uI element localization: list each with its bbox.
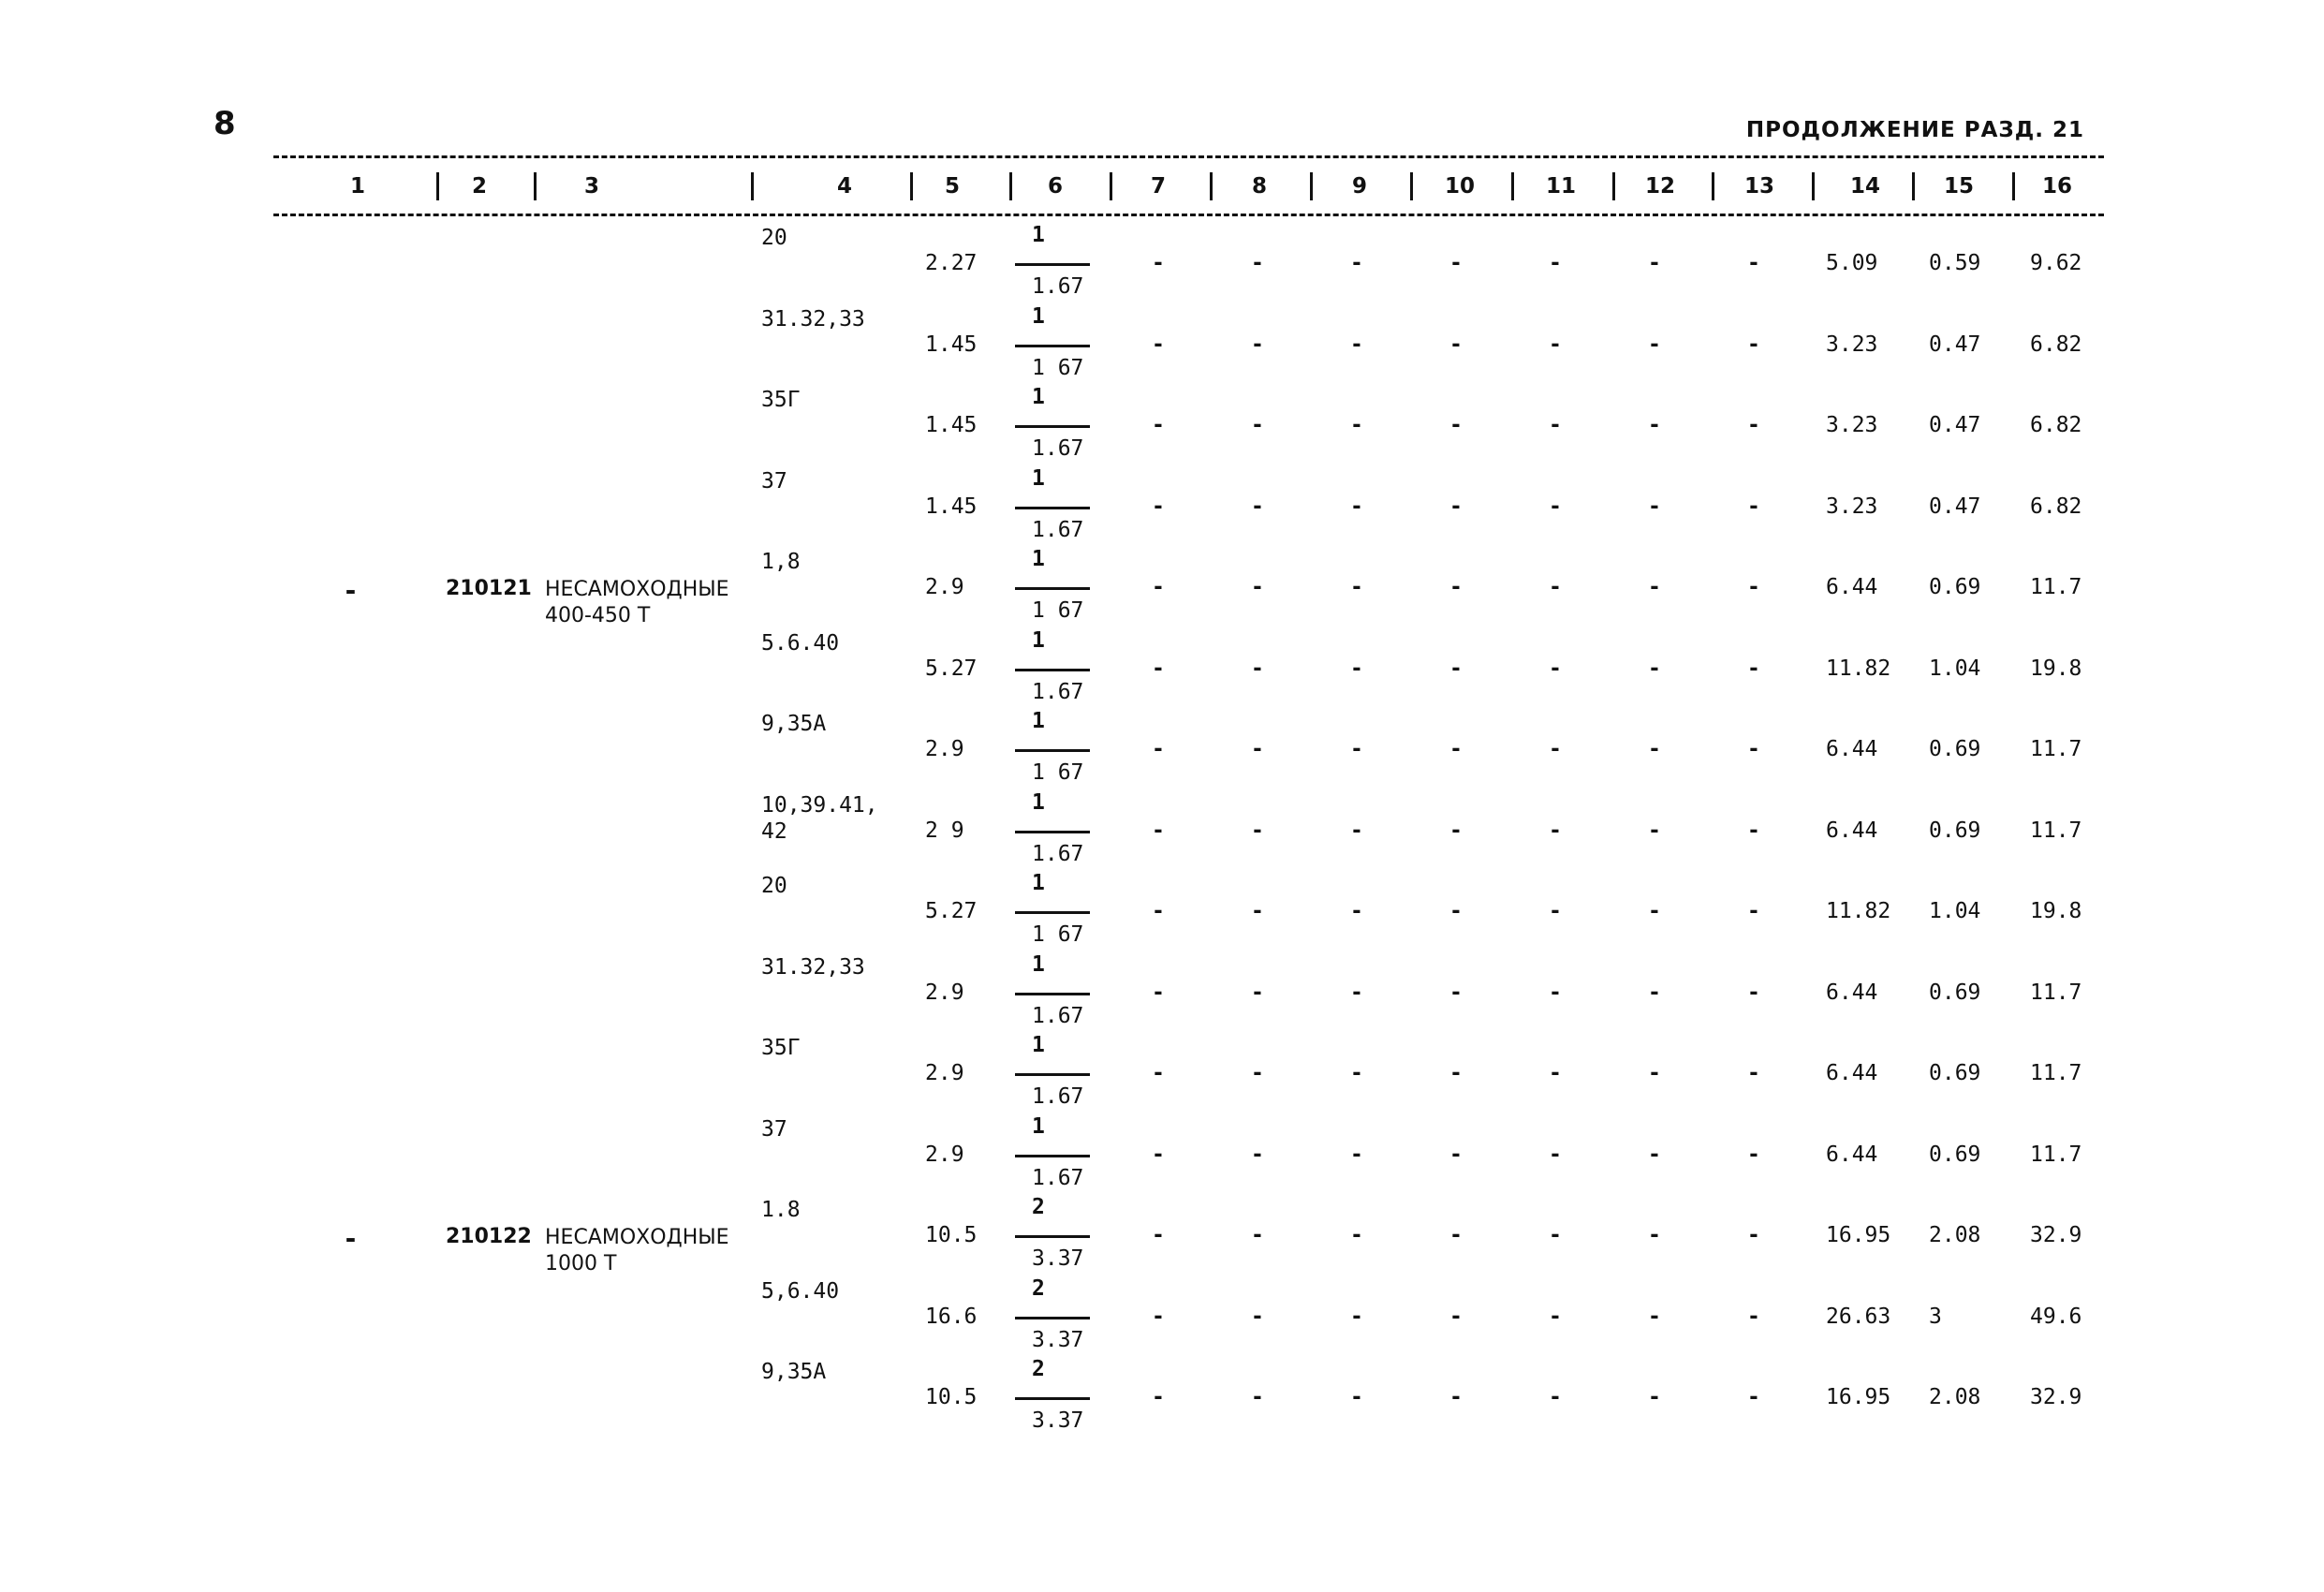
fraction-bar: [1015, 1317, 1090, 1319]
col-header-14: 14: [1849, 174, 1880, 199]
empty-value-dash: -: [1747, 899, 1760, 923]
empty-value-dash: -: [1152, 332, 1165, 357]
row-value-15: 1.04: [1929, 656, 1981, 681]
table-row: [0, 952, 2324, 1033]
empty-value-dash: -: [1350, 575, 1363, 599]
row-position: 37: [761, 468, 787, 494]
empty-value-dash: -: [1648, 656, 1661, 681]
empty-value-dash: -: [1549, 413, 1562, 437]
fraction-numerator: 1: [1032, 871, 1045, 895]
fraction-numerator: 1: [1032, 465, 1045, 491]
fraction-cell: [1015, 1357, 1090, 1437]
row-value-15: 2.08: [1929, 1223, 1981, 1247]
row-value-5: 2.9: [925, 1061, 964, 1085]
fraction-denominator: 1.67: [1032, 841, 1084, 866]
empty-value-dash: -: [1549, 251, 1562, 275]
empty-value-dash: -: [1648, 1061, 1661, 1085]
fraction-numerator: 1: [1032, 1113, 1045, 1139]
table-row: [0, 466, 2324, 547]
fraction-bar: [1015, 749, 1090, 752]
fraction-bar: [1015, 1235, 1090, 1238]
empty-value-dash: -: [1152, 1061, 1165, 1085]
empty-value-dash: -: [1152, 737, 1165, 761]
empty-value-dash: -: [1350, 1223, 1363, 1247]
empty-value-dash: -: [1549, 575, 1562, 599]
empty-value-dash: -: [1251, 1223, 1264, 1247]
col-header-12: 12: [1644, 174, 1675, 199]
empty-value-dash: -: [1747, 575, 1760, 599]
fraction-numerator: 1: [1032, 1033, 1045, 1057]
row-value-16: 11.7: [2030, 575, 2082, 599]
table-row: [0, 709, 2324, 789]
empty-value-dash: -: [1251, 1061, 1264, 1085]
table-row: [0, 1357, 2324, 1437]
fraction-denominator: 3.37: [1032, 1408, 1084, 1433]
row-value-5: 10.5: [925, 1223, 978, 1247]
empty-value-dash: -: [1449, 494, 1463, 519]
empty-value-dash: -: [1648, 899, 1661, 923]
col-header-1: 1: [349, 174, 365, 199]
col-separator: [910, 172, 913, 200]
empty-value-dash: -: [1251, 737, 1264, 761]
empty-value-dash: -: [1152, 1385, 1165, 1409]
fraction-bar: [1015, 587, 1090, 590]
col-header-6: 6: [1047, 174, 1063, 199]
row-value-16: 49.6: [2030, 1304, 2082, 1329]
page-mark: 8: [213, 105, 236, 142]
row-code: 210121: [446, 577, 532, 600]
fraction-cell: [1015, 790, 1090, 871]
fraction-cell: [1015, 223, 1090, 303]
empty-value-dash: -: [1648, 575, 1661, 599]
fraction-denominator: 1.67: [1032, 517, 1084, 542]
row-position: 10,39.41, 42: [761, 792, 878, 844]
empty-value-dash: -: [1251, 1385, 1264, 1409]
fraction-numerator: 1: [1032, 303, 1045, 329]
col-header-11: 11: [1545, 174, 1576, 199]
col-separator: [1410, 172, 1413, 200]
row-value-14: 6.44: [1826, 818, 1878, 843]
row-value-14: 3.23: [1826, 494, 1878, 519]
fraction-bar: [1015, 669, 1090, 671]
row-value-15: 0.69: [1929, 818, 1981, 843]
col-separator: [534, 172, 537, 200]
fraction-numerator: 1: [1032, 223, 1045, 247]
empty-value-dash: -: [1648, 413, 1661, 437]
row-value-14: 11.82: [1826, 656, 1891, 681]
empty-value-dash: -: [1648, 818, 1661, 843]
col-separator: [1812, 172, 1815, 200]
col-header-3: 3: [583, 174, 599, 199]
row-value-16: 11.7: [2030, 1061, 2082, 1085]
table-row: [0, 1033, 2324, 1113]
empty-value-dash: -: [1549, 1142, 1562, 1167]
row-value-14: 6.44: [1826, 737, 1878, 761]
empty-value-dash: -: [1251, 1304, 1264, 1329]
table-row: [0, 1276, 2324, 1357]
empty-value-dash: -: [1350, 494, 1363, 519]
empty-value-dash: -: [1747, 1304, 1760, 1329]
row-value-15: 0.69: [1929, 737, 1981, 761]
table-row: [0, 628, 2324, 709]
row-value-5: 5.27: [925, 899, 978, 923]
empty-value-dash: -: [1251, 818, 1264, 843]
empty-value-dash: -: [1350, 1061, 1363, 1085]
empty-value-dash: -: [1152, 1223, 1165, 1247]
empty-value-dash: -: [1449, 332, 1463, 357]
fraction-bar: [1015, 425, 1090, 428]
empty-value-dash: -: [1549, 818, 1562, 843]
fraction-numerator: 1: [1032, 709, 1045, 733]
empty-value-dash: -: [1152, 1142, 1165, 1167]
empty-value-dash: -: [1449, 413, 1463, 437]
fraction-denominator: 1 67: [1032, 598, 1084, 623]
row-value-15: 0.47: [1929, 494, 1981, 519]
empty-value-dash: -: [1648, 1304, 1661, 1329]
row-value-14: 16.95: [1826, 1223, 1891, 1247]
row-value-15: 0.47: [1929, 413, 1981, 437]
empty-value-dash: -: [1251, 980, 1264, 1005]
header-rule: [273, 214, 2104, 216]
empty-value-dash: -: [1449, 1304, 1463, 1329]
fraction-numerator: 1: [1032, 627, 1045, 653]
row-position: 20: [761, 874, 787, 898]
fraction-denominator: 1.67: [1032, 436, 1084, 461]
row-value-16: 32.9: [2030, 1223, 2082, 1247]
table-row: [0, 547, 2324, 627]
empty-value-dash: -: [1251, 413, 1264, 437]
row-value-15: 0.69: [1929, 575, 1981, 599]
empty-value-dash: -: [1549, 332, 1562, 357]
row-position: 35Г: [761, 388, 801, 412]
empty-value-dash: -: [1648, 737, 1661, 761]
empty-value-dash: -: [1449, 980, 1463, 1005]
empty-value-dash: -: [1152, 980, 1165, 1005]
row-value-15: 0.69: [1929, 980, 1981, 1005]
row-code: 210122: [446, 1225, 532, 1248]
empty-value-dash: -: [1152, 656, 1165, 681]
row-value-14: 26.63: [1826, 1304, 1891, 1329]
empty-value-dash: -: [1449, 1061, 1463, 1085]
fraction-cell: [1015, 1195, 1090, 1275]
empty-value-dash: -: [1747, 413, 1760, 437]
empty-value-dash: -: [1152, 251, 1165, 275]
fraction-numerator: 2: [1032, 1357, 1045, 1381]
fraction-cell: [1015, 1033, 1090, 1113]
fraction-cell: [1015, 304, 1090, 385]
row-value-15: 0.69: [1929, 1061, 1981, 1085]
row-value-14: 5.09: [1826, 251, 1878, 275]
row-position: 5,6.40: [761, 1278, 840, 1304]
empty-value-dash: -: [1648, 1223, 1661, 1247]
empty-value-dash: -: [1350, 1385, 1363, 1409]
row-value-15: 2.08: [1929, 1385, 1981, 1409]
fraction-numerator: 1: [1032, 789, 1045, 815]
fraction-numerator: 1: [1032, 951, 1045, 977]
empty-value-dash: -: [1747, 1142, 1760, 1167]
row-position: 37: [761, 1116, 787, 1142]
col-separator: [1110, 172, 1112, 200]
col-header-15: 15: [1943, 174, 1974, 199]
fraction-bar: [1015, 1155, 1090, 1157]
fraction-cell: [1015, 466, 1090, 547]
row-value-14: 3.23: [1826, 332, 1878, 357]
fraction-bar: [1015, 993, 1090, 995]
row-marker: -: [343, 575, 359, 606]
fraction-cell: [1015, 709, 1090, 789]
empty-value-dash: -: [1350, 332, 1363, 357]
empty-value-dash: -: [1648, 251, 1661, 275]
empty-value-dash: -: [1251, 899, 1264, 923]
fraction-bar: [1015, 507, 1090, 509]
fraction-denominator: 1 67: [1032, 760, 1084, 785]
fraction-denominator: 1.67: [1032, 1003, 1084, 1028]
empty-value-dash: -: [1350, 737, 1363, 761]
empty-value-dash: -: [1350, 656, 1363, 681]
row-value-16: 32.9: [2030, 1385, 2082, 1409]
row-value-5: 5.27: [925, 656, 978, 681]
table-row: [0, 385, 2324, 465]
column-header-row: [273, 163, 2104, 210]
empty-value-dash: -: [1350, 980, 1363, 1005]
fraction-numerator: 2: [1032, 1195, 1045, 1219]
col-header-9: 9: [1351, 174, 1367, 199]
row-value-5: 1.45: [925, 494, 978, 519]
empty-value-dash: -: [1251, 1142, 1264, 1167]
empty-value-dash: -: [1747, 656, 1760, 681]
row-value-5: 1.45: [925, 413, 978, 437]
row-value-5: 1.45: [925, 332, 978, 357]
row-value-16: 11.7: [2030, 1142, 2082, 1167]
row-position: 31.32,33: [761, 954, 865, 980]
row-marker: -: [343, 1223, 359, 1254]
row-value-16: 11.7: [2030, 818, 2082, 843]
empty-value-dash: -: [1747, 980, 1760, 1005]
row-value-14: 11.82: [1826, 899, 1891, 923]
row-position: 9,35А: [761, 1360, 827, 1384]
col-header-4: 4: [836, 174, 852, 199]
empty-value-dash: -: [1549, 656, 1562, 681]
row-description: НЕСАМОХОДНЫЕ 1000 Т: [545, 1226, 729, 1275]
empty-value-dash: -: [1747, 332, 1760, 357]
empty-value-dash: -: [1449, 899, 1463, 923]
fraction-bar: [1015, 1397, 1090, 1400]
empty-value-dash: -: [1152, 575, 1165, 599]
table-row: [0, 223, 2324, 303]
fraction-numerator: 2: [1032, 1275, 1045, 1301]
top-rule: [273, 155, 2104, 158]
col-header-8: 8: [1251, 174, 1267, 199]
empty-value-dash: -: [1648, 494, 1661, 519]
row-position: 20: [761, 226, 787, 250]
empty-value-dash: -: [1251, 332, 1264, 357]
empty-value-dash: -: [1747, 737, 1760, 761]
row-value-5: 10.5: [925, 1385, 978, 1409]
col-separator: [1912, 172, 1915, 200]
empty-value-dash: -: [1747, 818, 1760, 843]
empty-value-dash: -: [1449, 575, 1463, 599]
table-row: [0, 1114, 2324, 1195]
col-header-7: 7: [1150, 174, 1166, 199]
row-value-16: 11.7: [2030, 980, 2082, 1005]
fraction-cell: [1015, 952, 1090, 1033]
row-value-16: 6.82: [2030, 332, 2082, 357]
col-separator: [1712, 172, 1714, 200]
empty-value-dash: -: [1747, 1385, 1760, 1409]
row-value-14: 6.44: [1826, 1142, 1878, 1167]
table-row: [0, 790, 2324, 871]
empty-value-dash: -: [1747, 251, 1760, 275]
col-separator: [1210, 172, 1213, 200]
row-value-5: 2.9: [925, 1142, 964, 1167]
row-value-14: 6.44: [1826, 575, 1878, 599]
fraction-bar: [1015, 911, 1090, 914]
empty-value-dash: -: [1747, 1223, 1760, 1247]
fraction-denominator: 3.37: [1032, 1327, 1084, 1352]
row-value-14: 3.23: [1826, 413, 1878, 437]
row-value-16: 9.62: [2030, 251, 2082, 275]
fraction-denominator: 1.67: [1032, 1084, 1084, 1109]
empty-value-dash: -: [1549, 899, 1562, 923]
row-description: НЕСАМОХОДНЫЕ 400-450 Т: [545, 578, 729, 627]
row-value-16: 11.7: [2030, 737, 2082, 761]
col-separator: [436, 172, 439, 200]
empty-value-dash: -: [1549, 494, 1562, 519]
row-value-16: 6.82: [2030, 413, 2082, 437]
empty-value-dash: -: [1449, 656, 1463, 681]
col-separator: [2012, 172, 2015, 200]
row-value-14: 6.44: [1826, 1061, 1878, 1085]
empty-value-dash: -: [1350, 1142, 1363, 1167]
row-value-5: 2.9: [925, 737, 964, 761]
fraction-denominator: 1.67: [1032, 679, 1084, 704]
empty-value-dash: -: [1350, 818, 1363, 843]
empty-value-dash: -: [1251, 251, 1264, 275]
empty-value-dash: -: [1449, 1385, 1463, 1409]
empty-value-dash: -: [1251, 656, 1264, 681]
row-value-16: 6.82: [2030, 494, 2082, 519]
fraction-cell: [1015, 1276, 1090, 1357]
row-value-16: 19.8: [2030, 656, 2082, 681]
row-value-15: 1.04: [1929, 899, 1981, 923]
row-value-15: 0.47: [1929, 332, 1981, 357]
empty-value-dash: -: [1350, 899, 1363, 923]
row-value-5: 2.9: [925, 575, 964, 599]
empty-value-dash: -: [1449, 1223, 1463, 1247]
row-value-5: 16.6: [925, 1304, 978, 1329]
fraction-bar: [1015, 831, 1090, 833]
fraction-bar: [1015, 1073, 1090, 1076]
col-header-13: 13: [1743, 174, 1774, 199]
empty-value-dash: -: [1648, 332, 1661, 357]
row-position: 35Г: [761, 1036, 801, 1060]
row-position: 31.32,33: [761, 306, 865, 332]
fraction-numerator: 1: [1032, 547, 1045, 571]
row-value-5: 2 9: [925, 818, 964, 843]
row-value-5: 2.9: [925, 980, 964, 1005]
table-row: [0, 1195, 2324, 1275]
continuation-heading: ПРОДОЛЖЕНИЕ РАЗД. 21: [1745, 118, 2084, 142]
col-header-2: 2: [471, 174, 487, 199]
empty-value-dash: -: [1449, 737, 1463, 761]
row-position: 1,8: [761, 550, 801, 574]
row-value-14: 6.44: [1826, 980, 1878, 1005]
row-value-5: 2.27: [925, 251, 978, 275]
empty-value-dash: -: [1747, 1061, 1760, 1085]
col-separator: [1009, 172, 1012, 200]
empty-value-dash: -: [1549, 1061, 1562, 1085]
empty-value-dash: -: [1648, 1142, 1661, 1167]
empty-value-dash: -: [1449, 818, 1463, 843]
row-value-15: 0.69: [1929, 1142, 1981, 1167]
col-separator: [751, 172, 754, 200]
fraction-cell: [1015, 385, 1090, 465]
empty-value-dash: -: [1549, 1223, 1562, 1247]
col-separator: [1310, 172, 1313, 200]
empty-value-dash: -: [1449, 251, 1463, 275]
empty-value-dash: -: [1549, 1385, 1562, 1409]
fraction-cell: [1015, 1114, 1090, 1195]
col-header-10: 10: [1444, 174, 1475, 199]
fraction-cell: [1015, 871, 1090, 951]
row-value-16: 19.8: [2030, 899, 2082, 923]
row-value-14: 16.95: [1826, 1385, 1891, 1409]
empty-value-dash: -: [1152, 494, 1165, 519]
table-row: [0, 304, 2324, 385]
empty-value-dash: -: [1449, 1142, 1463, 1167]
empty-value-dash: -: [1648, 1385, 1661, 1409]
table-row: [0, 871, 2324, 951]
col-header-16: 16: [2041, 174, 2072, 199]
empty-value-dash: -: [1648, 980, 1661, 1005]
row-position: 1.8: [761, 1198, 801, 1222]
fraction-bar: [1015, 263, 1090, 266]
fraction-numerator: 1: [1032, 385, 1045, 409]
empty-value-dash: -: [1152, 413, 1165, 437]
fraction-cell: [1015, 547, 1090, 627]
col-separator: [1612, 172, 1615, 200]
fraction-denominator: 1 67: [1032, 355, 1084, 380]
fraction-denominator: 3.37: [1032, 1246, 1084, 1271]
empty-value-dash: -: [1152, 818, 1165, 843]
row-position: 5.6.40: [761, 630, 840, 656]
fraction-denominator: 1 67: [1032, 922, 1084, 947]
fraction-bar: [1015, 345, 1090, 347]
fraction-denominator: 1.67: [1032, 274, 1084, 299]
empty-value-dash: -: [1747, 494, 1760, 519]
empty-value-dash: -: [1350, 251, 1363, 275]
fraction-denominator: 1.67: [1032, 1165, 1084, 1190]
empty-value-dash: -: [1350, 413, 1363, 437]
empty-value-dash: -: [1152, 899, 1165, 923]
empty-value-dash: -: [1549, 1304, 1562, 1329]
empty-value-dash: -: [1350, 1304, 1363, 1329]
col-header-5: 5: [944, 174, 960, 199]
row-value-15: 0.59: [1929, 251, 1981, 275]
col-separator: [1511, 172, 1514, 200]
empty-value-dash: -: [1251, 494, 1264, 519]
empty-value-dash: -: [1549, 980, 1562, 1005]
row-value-15: 3: [1929, 1304, 1942, 1329]
empty-value-dash: -: [1549, 737, 1562, 761]
empty-value-dash: -: [1251, 575, 1264, 599]
row-position: 9,35А: [761, 712, 827, 736]
fraction-cell: [1015, 628, 1090, 709]
empty-value-dash: -: [1152, 1304, 1165, 1329]
